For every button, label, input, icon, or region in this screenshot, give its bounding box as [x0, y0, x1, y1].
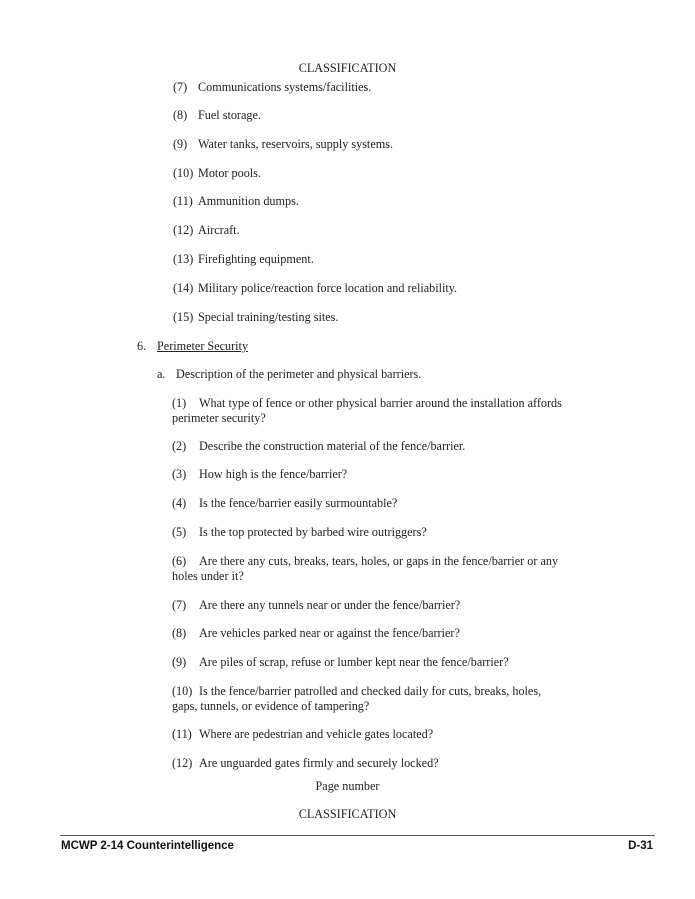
question-text-continued: gaps, tunnels, or evidence of tampering? — [172, 699, 370, 713]
question-text: Are vehicles parked near or against the fence/barrier? — [199, 626, 460, 640]
footer-page-number: D-31 — [628, 840, 653, 852]
subsection-letter: a. — [157, 367, 166, 381]
question-text: Is the top protected by barbed wire outriggers? — [199, 525, 427, 539]
question-text: Is the fence/barrier easily surmountable? — [199, 496, 398, 510]
question-text: How high is the fence/barrier? — [199, 467, 348, 481]
list-item-number: (10) — [173, 166, 194, 180]
question-number: (1) — [172, 396, 187, 410]
list-item-number: (9) — [173, 137, 188, 151]
list-item-text: Fuel storage. — [198, 108, 261, 122]
question-text: Are there any tunnels near or under the fence/barrier? — [199, 598, 461, 612]
question-text: Are piles of scrap, refuse or lumber kept near the fence/barrier? — [199, 655, 509, 669]
page-number-label: Page number — [315, 779, 380, 793]
list-item-text: Special training/testing sites. — [198, 310, 339, 324]
list-item-number: (14) — [173, 281, 194, 295]
question-text: Describe the construction material of the fence/barrier. — [199, 439, 466, 453]
question-number: (4) — [172, 496, 187, 510]
list-item-text: Motor pools. — [198, 166, 261, 180]
question-text: Is the fence/barrier patrolled and checked daily for cuts, breaks, holes, — [199, 684, 542, 698]
question-number: (7) — [172, 598, 187, 612]
list-item-number: (7) — [173, 80, 188, 94]
question-text-continued: holes under it? — [172, 569, 244, 583]
footer-publication-title: MCWP 2-14 Counterintelligence — [61, 840, 234, 852]
list-item-number: (15) — [173, 310, 194, 324]
footer-rule — [60, 835, 655, 836]
question-number: (10) — [172, 684, 193, 698]
section-title: Perimeter Security — [157, 339, 249, 353]
list-item-number: (13) — [173, 252, 194, 266]
question-text: Are there any cuts, breaks, tears, holes, or gaps in the fence/barrier or any — [199, 554, 559, 568]
question-number: (6) — [172, 554, 187, 568]
list-item-text: Water tanks, reservoirs, supply systems. — [198, 137, 393, 151]
question-number: (11) — [172, 727, 192, 741]
question-number: (5) — [172, 525, 187, 539]
list-item-text: Ammunition dumps. — [198, 194, 299, 208]
footer-classification: CLASSIFICATION — [298, 807, 397, 821]
list-item-number: (12) — [173, 223, 194, 237]
header-classification: CLASSIFICATION — [298, 61, 397, 75]
section-number: 6. — [137, 339, 147, 353]
question-text-continued: perimeter security? — [172, 411, 266, 425]
question-number: (12) — [172, 756, 193, 770]
list-item-text: Aircraft. — [198, 223, 240, 237]
question-text: What type of fence or other physical barrier around the installation affords — [199, 396, 562, 410]
list-item-number: (8) — [173, 108, 188, 122]
question-number: (8) — [172, 626, 187, 640]
question-text: Where are pedestrian and vehicle gates located? — [199, 727, 434, 741]
list-item-text: Communications systems/facilities. — [198, 80, 372, 94]
list-item-number: (11) — [173, 194, 193, 208]
question-number: (9) — [172, 655, 187, 669]
question-number: (3) — [172, 467, 187, 481]
subsection-text: Description of the perimeter and physical barriers. — [176, 367, 422, 381]
question-number: (2) — [172, 439, 187, 453]
list-item-text: Firefighting equipment. — [198, 252, 314, 266]
list-item-text: Military police/reaction force location and reliability. — [198, 281, 458, 295]
question-text: Are unguarded gates firmly and securely locked? — [199, 756, 439, 770]
